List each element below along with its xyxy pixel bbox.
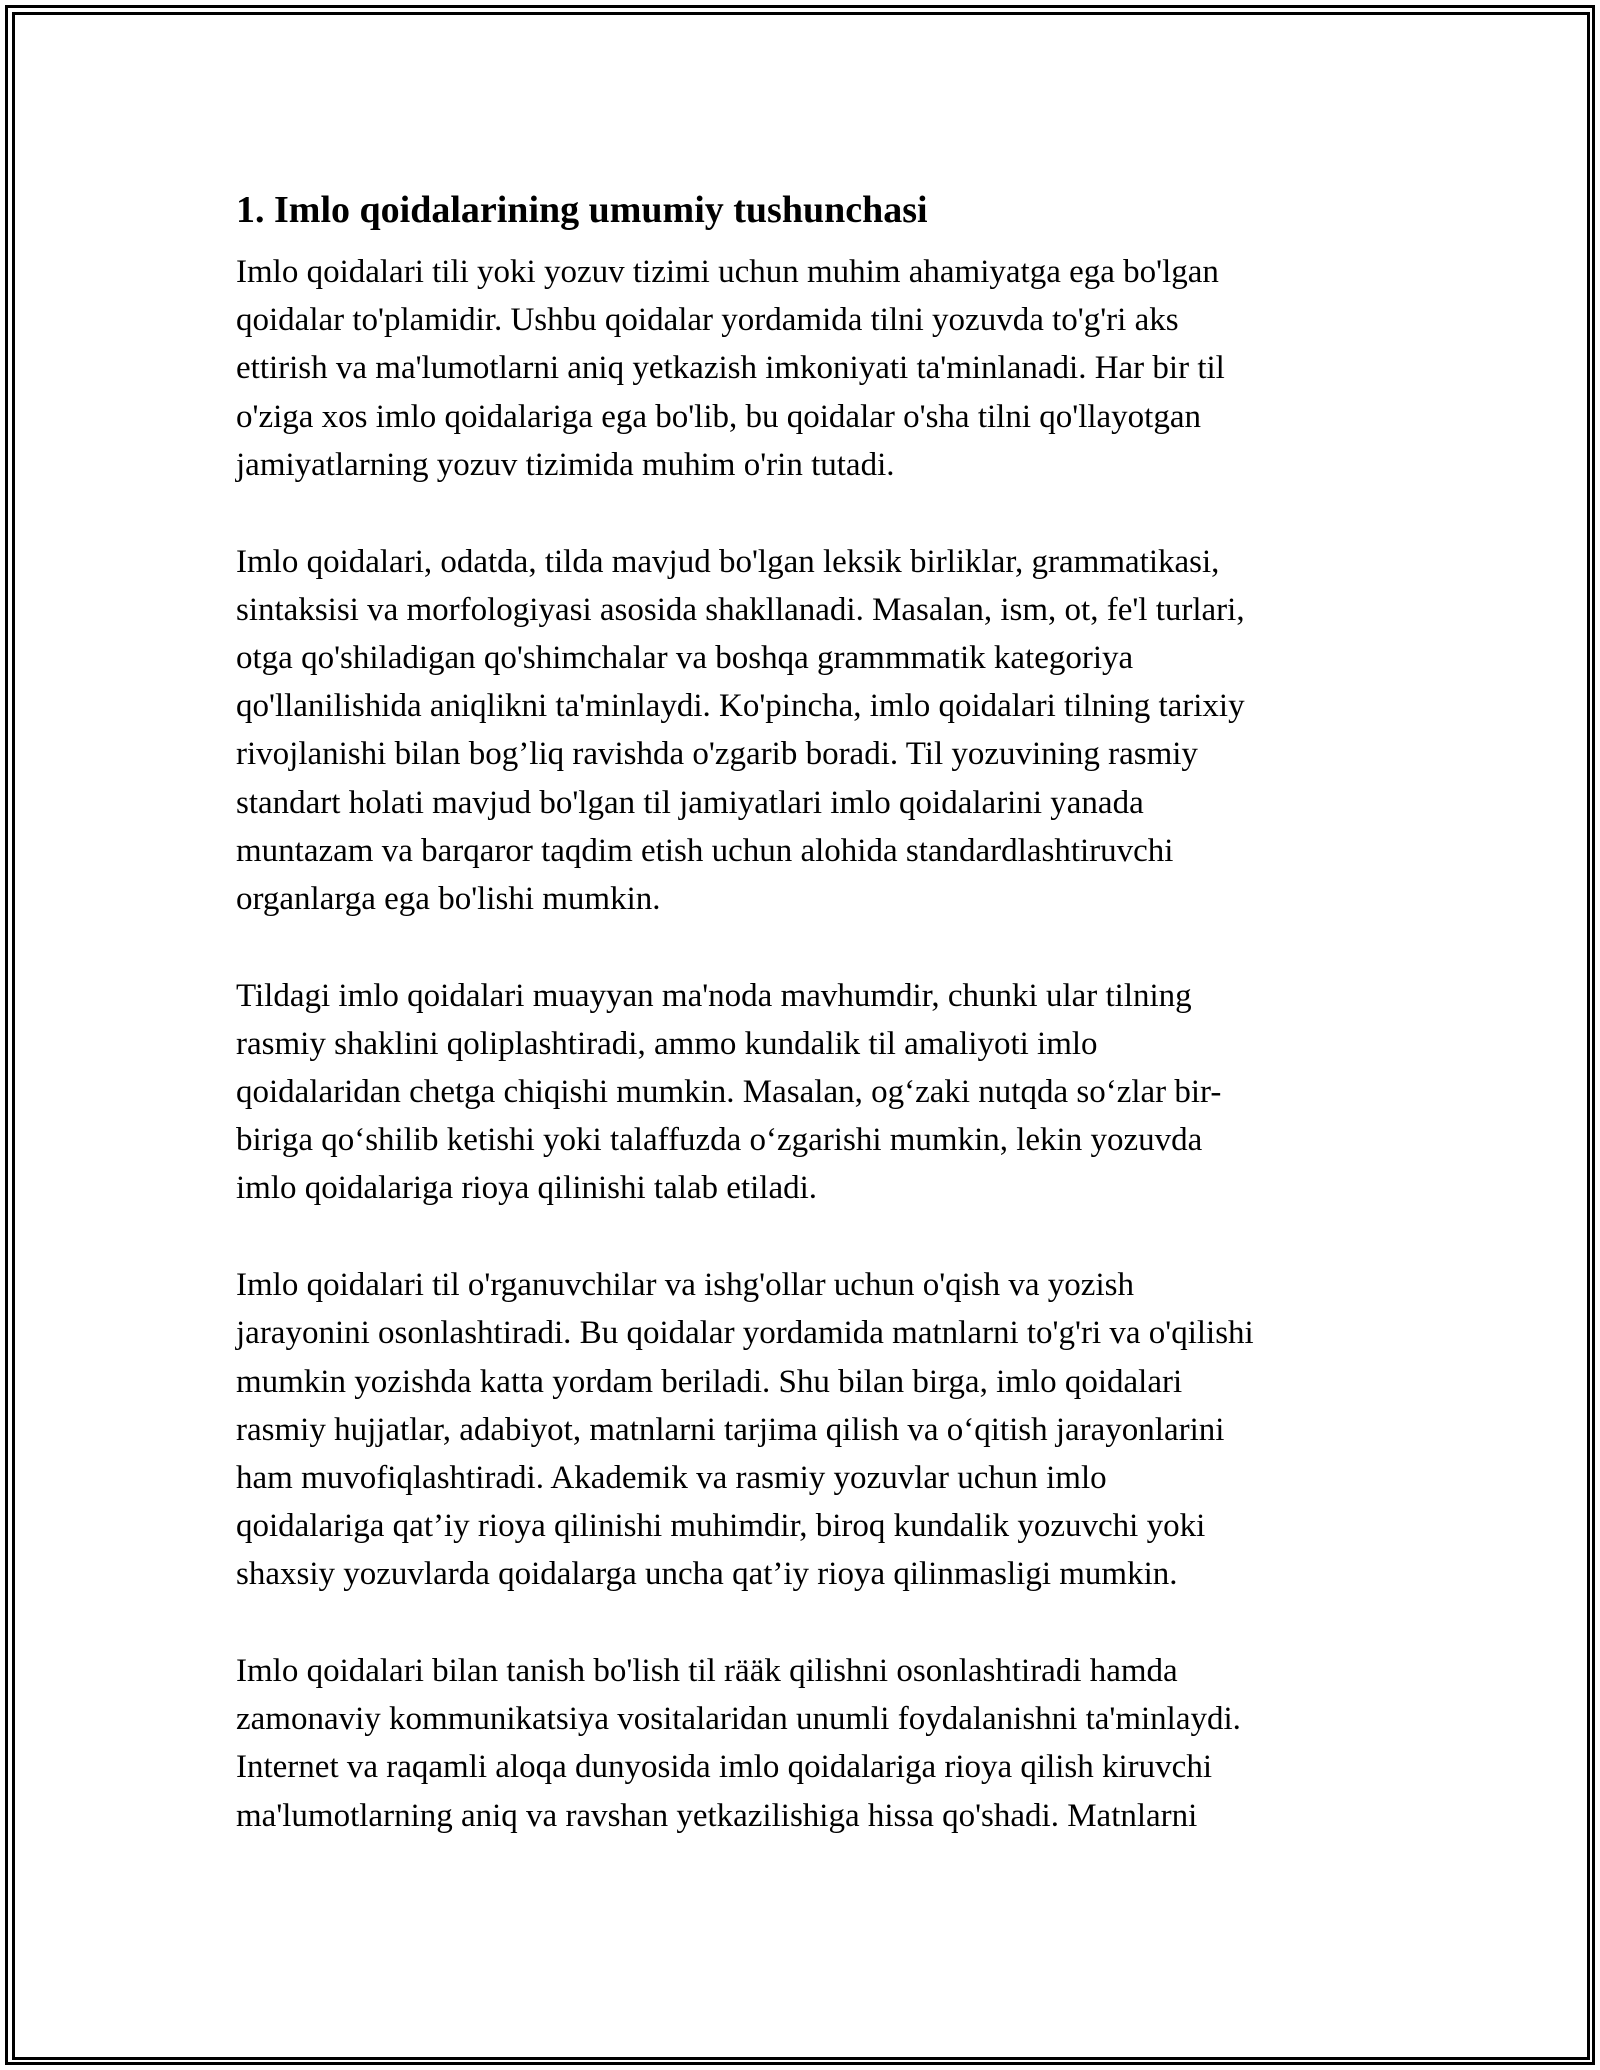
section-heading: 1. Imlo qoidalarining umumiy tushunchasi: [236, 189, 928, 231]
document-body: [236, 186, 1386, 1888]
paragraph-4: Imlo qoidalari til o'rganuvchilar va ishg'ollar uchun o'qish va yozish jarayonini osonlashtiradi. Bu qoidalar yordamida matnlarni to'g'ri va o'qilishi mumkin yozishda katta yordam beriladi. Shu bilan birga, imlo qoidalari rasmiy hujjatlar, adabiyot, matnlarni tarjima qilish va o‘qitish jarayonlarini ham muvofiqlashtiradi. Akademik va rasmiy yozuvlar uchun imlo qoidalariga qat’iy rioya qilinishi muhimdir, biroq kundalik yozuvchi yoki shaxsiy yozuvlarda qoidalarga uncha qat’iy rioya qilinmasligi mumkin.: [236, 1267, 1254, 1593]
paragraph-1: Imlo qoidalari tili yoki yozuv tizimi uchun muhim ahamiyatga ega bo'lgan qoidalar to'plamidir. Ushbu qoidalar yordamida tilni yozuvda to'g'ri aks ettirish va ma'lumotlarni aniq yetkazish imkoniyati ta'minlanadi. Har bir til o'ziga xos imlo qoidalariga ega bo'lib, bu qoidalar o'sha tilni qo'llayotgan jamiyatlarning yozuv tizimida muhim o'rin tutadi.: [236, 254, 1225, 483]
paragraph-2: Imlo qoidalari, odatda, tilda mavjud bo'lgan leksik birliklar, grammatikasi, sintaksisi va morfologiyasi asosida shakllanadi. Masalan, ism, ot, fe'l turlari, otga qo'shiladigan qo'shimchalar va boshqa grammmatik kategoriya qo'llanilishida aniqlikni ta'minlaydi. Ko'pincha, imlo qoidalari tilning tarixiy rivojlanishi bilan bog’liq ravishda o'zgarib boradi. Til yozuvining rasmiy standart holati mavjud bo'lgan til jamiyatlari imlo qoidalarini yanada muntazam va barqaror taqdim etish uchun alohida standardlashtiruvchi organlarga ega bo'lishi mumkin.: [236, 543, 1245, 917]
paragraph-5: Imlo qoidalari bilan tanish bo'lish til rääk qilishni osonlashtiradi hamda zamonaviy kommunikatsiya vositalaridan unumli foydalanishni ta'minlaydi. Internet va raqamli aloqa dunyosida imlo qoidalariga rioya qilish kiruvchi ma'lumotlarning aniq va ravshan yetkazilishiga hissa qo'shadi. Matnlarni: [236, 1653, 1241, 1834]
paragraph-3: Tildagi imlo qoidalari muayyan ma'noda mavhumdir, chunki ular tilning rasmiy shaklini qoliplashtiradi, ammo kundalik til amaliyoti imlo qoidalaridan chetga chiqishi mumkin. Masalan, og‘zaki nutqda so‘zlar bir- biriga qo‘shilib ketishi yoki talaffuzda o‘zgarishi mumkin, lekin yozuvda imlo qoidalariga rioya qilinishi talab etiladi.: [236, 977, 1222, 1207]
